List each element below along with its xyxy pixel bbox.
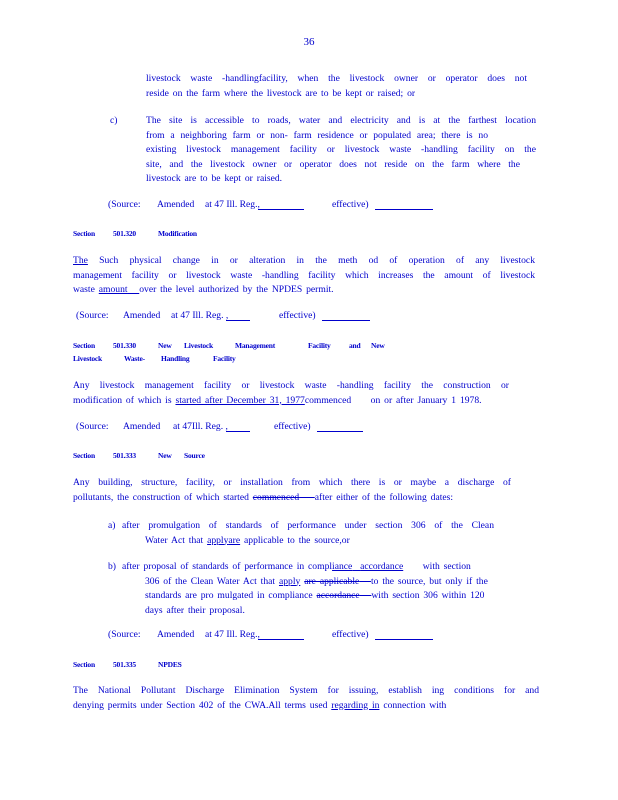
paragraph-501-333: [73, 476, 535, 505]
deleted-apply-b: apply: [278, 575, 301, 587]
effective-blank: [317, 420, 363, 432]
deleted-are-applicable: are applicable: [304, 575, 360, 587]
para-320-line-2: management facility or livestock waste -handling facility which increases the amount of livestock: [73, 269, 535, 281]
effective-blank: [375, 628, 433, 640]
effective-blank: [375, 198, 433, 210]
para-333-line-1: Any building, structure, facility, or installation from which there is or maybe a discharge of: [73, 477, 511, 488]
item-a-paragraph: [122, 519, 502, 548]
source-note-3: (Source: Amended at 47Ill. Reg. , effective ): [76, 420, 386, 434]
para-335-line-1: The National Pollutant Discharge Elimination System for issuing, establish ing conditions for and: [73, 685, 539, 696]
inserted-accordance: accordance: [360, 561, 404, 572]
continuation-paragraph: [146, 72, 527, 101]
item-c-paragraph: [146, 114, 536, 187]
page-number: 36: [303, 36, 315, 48]
item-c-line-2: from a neighboring farm or non- farm residence or populated area; there is no: [146, 129, 488, 141]
item-b-line-2: 306 of the Clean Water Act that apply are applicable to the source, but only if the: [145, 575, 488, 587]
source-note-4: (Source: Amended at 47 Ill. Reg. , effective ): [108, 628, 438, 642]
para-330-line-1: Any livestock management facility or livestock waste -handling facility the construction or: [73, 380, 509, 391]
section-heading-501-333: Section 501.333 New Source: [73, 451, 205, 460]
source-at-reg: at 47 Ill. Reg. ,: [205, 198, 260, 212]
para-320-line-1: The Such physical change in or alteration in the meth od of operation of any livestock: [73, 255, 535, 266]
source-effective: effective ): [332, 198, 369, 212]
paragraph-501-335: [73, 684, 539, 713]
para-335-line-2: denying permits under Section 402 of the CWA.All terms used regarding in connection with: [73, 699, 447, 711]
paragraph-501-330: [73, 379, 535, 408]
inserted-the: The: [73, 255, 88, 266]
section-heading-501-330: Section 501.330 New Livestock Management Facility and New Livestock Waste- Handling Facility: [73, 341, 385, 363]
reg-blank: [258, 198, 304, 210]
item-a-line-2: Water Act that applyare applicable to the source,or: [145, 534, 350, 546]
effective-blank: [322, 309, 370, 321]
inserted-are: are: [228, 534, 241, 546]
continuation-line-2: reside on the farm where the livestock are to be kept or raised; or: [146, 87, 416, 99]
reg-blank: [258, 628, 304, 640]
paragraph-501-320: [73, 254, 535, 298]
item-c-label: c): [110, 115, 118, 126]
source-amended: Amended: [157, 199, 195, 210]
inserted-amount: amount: [98, 284, 128, 295]
item-c-line-3: existing livestock management facility or livestock waste -handling facility on the: [146, 144, 536, 155]
source-note-1: [108, 198, 438, 212]
para-330-line-2: modification of which is started after December 31, 1977commenced on or after January 1 1978.: [73, 394, 482, 406]
source-open: (Source:: [108, 199, 141, 210]
source-note-2: (Source: Amended at 47 Ill. Reg. , effective ): [76, 309, 386, 323]
item-a-line-1: after promulgation of standards of performance under section 306 of the Clean: [122, 520, 494, 531]
inserted-commenced: commenced: [304, 394, 352, 406]
section-heading-501-320: Section 501.320 Modification: [73, 229, 197, 238]
section-heading-501-335: Section 501.335 NPDES: [73, 660, 182, 669]
continuation-line-1: livestock waste -handlingfacility, when the livestock owner or operator does not: [146, 73, 527, 84]
item-b-line-3: standards are pro mulgated in compliance accordance with section 306 within 120: [145, 590, 485, 601]
reg-blank: [226, 309, 250, 321]
item-b-label: b): [108, 561, 116, 572]
item-b-line-1: after proposal of standards of performance in compliance accordance with section: [122, 561, 471, 572]
inserted-regarding-in: regarding in: [331, 699, 380, 711]
deleted-apply: apply: [207, 534, 229, 546]
deleted-accordance: accordance: [316, 590, 360, 601]
item-a-label: a): [108, 520, 116, 531]
deleted-started-date: started after December 31, 1977: [175, 394, 305, 406]
deleted-iance: iance: [332, 561, 353, 572]
para-320-line-3: waste amount over the level authorized by the NPDES permit.: [73, 284, 334, 295]
item-b-line-4: days after their proposal.: [145, 604, 245, 616]
para-333-line-2: pollutants, the construction of which started commenced after either of the following dates:: [73, 491, 454, 503]
reg-blank: [226, 420, 250, 432]
item-c-line-1: The site is accessible to roads, water and electricity and is at the farthest location: [146, 115, 536, 126]
item-c-line-5: livestock are to be kept or raised.: [146, 173, 283, 184]
item-b-paragraph: [122, 560, 534, 618]
item-c-line-4: site, and the livestock owner or operator does not reside on the farm where the: [146, 158, 520, 170]
deleted-commenced: commenced: [252, 491, 300, 503]
